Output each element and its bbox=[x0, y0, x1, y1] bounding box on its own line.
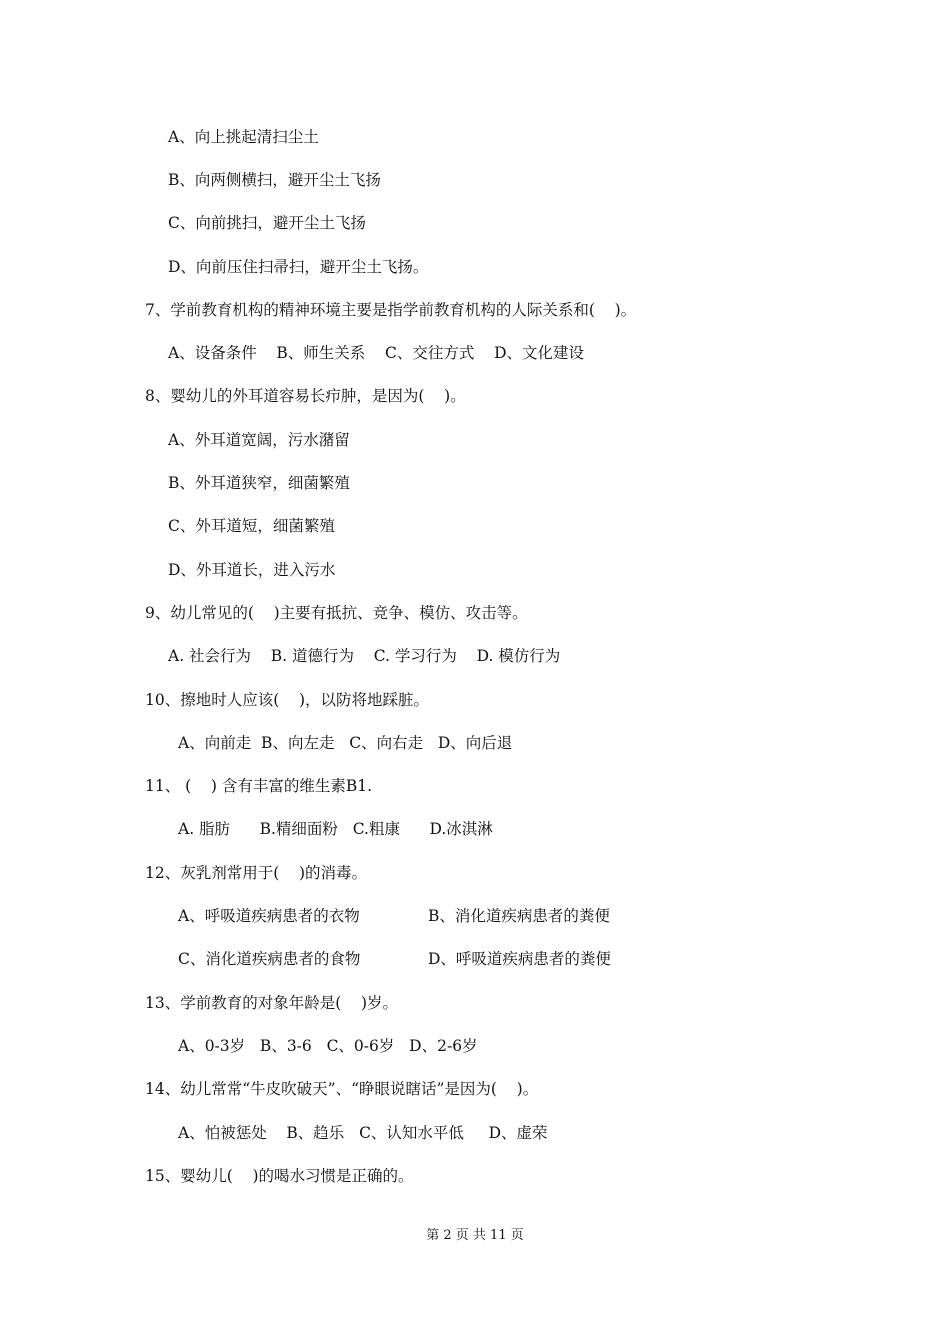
q12-option-c: C、消化道疾病患者的食物 bbox=[178, 950, 361, 968]
question-13: 13、学前教育的对象年龄是( )岁。 bbox=[145, 994, 399, 1012]
question-11-options: A. 脂肪 B.精细面粉 C.粗康 D.冰淇淋 bbox=[178, 820, 493, 838]
question-10: 10、擦地时人应该( )，以防将地踩脏。 bbox=[145, 691, 430, 709]
question-9-options: A. 社会行为 B. 道德行为 C. 学习行为 D. 模仿行为 bbox=[168, 647, 561, 665]
question-10-options: A、向前走 B、向左走 C、向右走 D、向后退 bbox=[178, 734, 513, 752]
q12-option-d: D、呼吸道疾病患者的粪便 bbox=[428, 950, 611, 968]
question-7-options: A、设备条件 B、师生关系 C、交往方式 D、文化建设 bbox=[168, 344, 584, 362]
question-14: 14、幼儿常常“牛皮吹破天”、“睁眼说瞎话”是因为( )。 bbox=[145, 1080, 539, 1098]
question-12: 12、灰乳剂常用于( )的消毒。 bbox=[145, 864, 368, 882]
question-7: 7、学前教育机构的精神环境主要是指学前教育机构的人际关系和( )。 bbox=[145, 301, 637, 319]
q12-option-a: A、呼吸道疾病患者的衣物 bbox=[178, 907, 360, 925]
page-footer: 第 2 页 共 11 页 bbox=[426, 1228, 524, 1243]
question-15: 15、婴幼儿( )的喝水习惯是正确的。 bbox=[145, 1167, 414, 1185]
question-8: 8、婴幼儿的外耳道容易长疖肿，是因为( )。 bbox=[145, 387, 466, 405]
q8-option-a: A、外耳道宽阔，污水潴留 bbox=[168, 431, 350, 449]
q8-option-d: D、外耳道长，进入污水 bbox=[168, 561, 336, 579]
question-13-options: A、0-3岁 B、3-6 C、0-6岁 D、2-6岁 bbox=[178, 1037, 478, 1055]
q8-option-b: B、外耳道狭窄，细菌繁殖 bbox=[168, 474, 350, 492]
question-9: 9、幼儿常见的( )主要有抵抗、竞争、模仿、攻击等。 bbox=[145, 604, 528, 622]
q8-option-c: C、外耳道短，细菌繁殖 bbox=[168, 517, 335, 535]
q6-option-b: B、向两侧横扫，避开尘土飞扬 bbox=[168, 171, 381, 189]
question-14-options: A、怕被惩处 B、趋乐 C、认知水平低 D、虚荣 bbox=[178, 1124, 548, 1142]
q6-option-d: D、向前压住扫帚扫，避开尘土飞扬。 bbox=[168, 258, 429, 276]
q6-option-c: C、向前挑扫，避开尘土飞扬 bbox=[168, 214, 366, 232]
q12-option-b: B、消化道疾病患者的粪便 bbox=[428, 907, 610, 925]
question-11: 11、 ( ) 含有丰富的维生素B1. bbox=[145, 777, 373, 795]
q6-option-a: A、向上挑起清扫尘土 bbox=[168, 128, 319, 146]
